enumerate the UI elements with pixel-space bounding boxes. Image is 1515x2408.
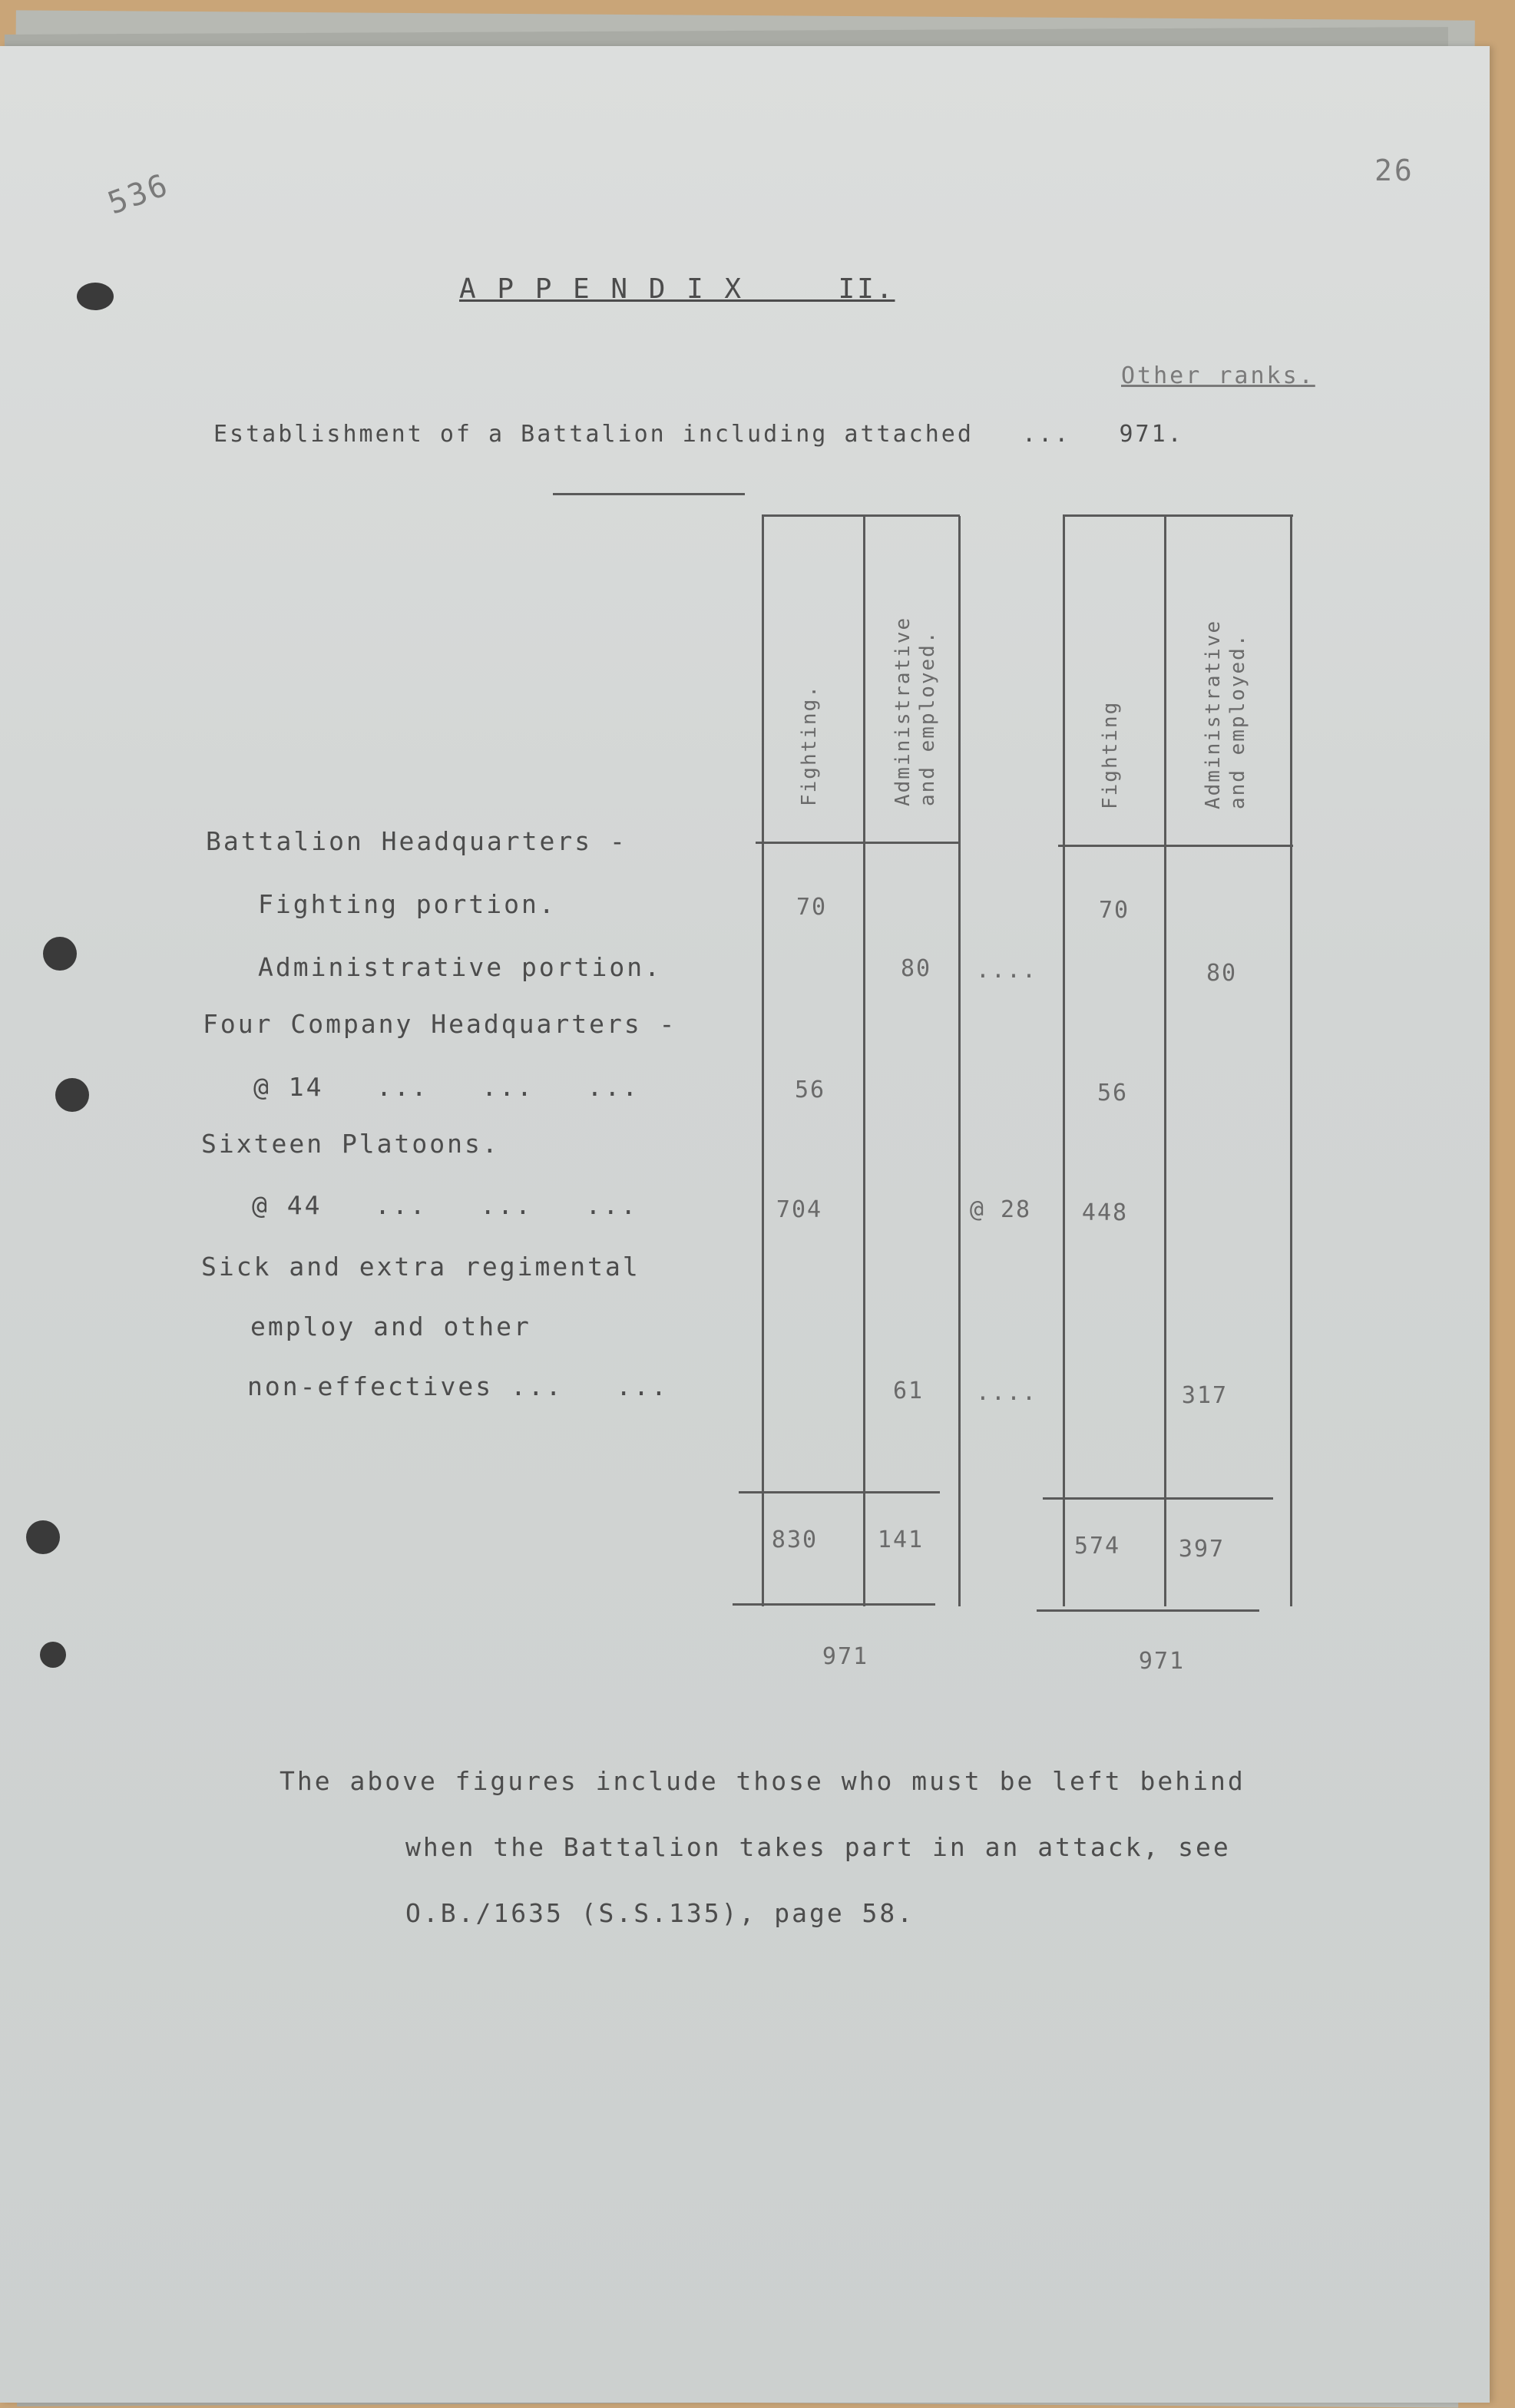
row-label: employ and other xyxy=(250,1312,531,1341)
cell-value: 56 xyxy=(794,1077,826,1103)
row-label: @ 44 ... ... ... xyxy=(252,1190,639,1220)
cell-value: 448 xyxy=(1081,1199,1129,1226)
grand-total: 971 xyxy=(1138,1648,1186,1675)
row-label: Four Company Headquarters - xyxy=(203,1009,677,1039)
footnote-line: O.B./1635 (S.S.135), page 58. xyxy=(405,1898,915,1928)
underline xyxy=(553,493,745,495)
total-value: 397 xyxy=(1178,1536,1226,1563)
cell-value: 56 xyxy=(1097,1080,1129,1106)
cell-value: 317 xyxy=(1181,1382,1229,1409)
column-header-fighting: Fighting xyxy=(1099,700,1122,809)
table-total-rule xyxy=(739,1491,940,1493)
cell-value: 80 xyxy=(1206,960,1238,987)
row-label: non-effectives ... ... xyxy=(247,1371,669,1401)
total-value: 574 xyxy=(1073,1533,1121,1560)
footnote-line: The above figures include those who must be left behind xyxy=(280,1766,1245,1796)
cell-value: .... xyxy=(975,1379,1038,1406)
cell-value: 70 xyxy=(796,894,828,921)
cell-value: 80 xyxy=(900,955,932,982)
punch-hole xyxy=(77,283,114,310)
punch-hole xyxy=(26,1520,60,1554)
punch-hole xyxy=(40,1642,66,1668)
row-label: @ 14 ... ... ... xyxy=(253,1072,640,1102)
table-right-border xyxy=(1290,516,1292,1606)
table-top-border xyxy=(762,514,960,517)
establishment-line: Establishment of a Battalion including attached ... 971. xyxy=(213,421,1184,448)
column-header-other-ranks: Other ranks. xyxy=(1121,362,1315,389)
total-value: 830 xyxy=(771,1526,819,1553)
row-label: Administrative portion. xyxy=(258,952,662,982)
document-page xyxy=(0,46,1490,2403)
punch-hole xyxy=(55,1078,89,1112)
column-header-administrative-2: and employed. xyxy=(916,630,939,806)
table-total-rule xyxy=(1043,1497,1273,1500)
row-label: Fighting portion. xyxy=(258,889,557,919)
row-label: Sixteen Platoons. xyxy=(201,1129,500,1159)
table-header-rule xyxy=(1058,845,1293,847)
table-right-border xyxy=(958,516,961,1606)
table-top-border xyxy=(1063,514,1293,517)
table-bottom-border xyxy=(733,1603,935,1606)
total-value: 141 xyxy=(877,1526,925,1553)
table-left-border xyxy=(1063,516,1065,1606)
table-left-border xyxy=(762,516,764,1606)
table-divider xyxy=(863,516,865,1606)
cell-value: 704 xyxy=(776,1196,823,1223)
cell-value: @ 28 xyxy=(969,1196,1032,1223)
column-header-administrative: Administrative xyxy=(1202,619,1225,809)
table-header-rule xyxy=(756,842,960,844)
column-header-administrative: Administrative xyxy=(891,616,915,806)
page-number: 26 xyxy=(1374,154,1414,187)
grand-total: 971 xyxy=(822,1643,869,1670)
row-label: Battalion Headquarters - xyxy=(206,826,627,856)
table-divider xyxy=(1164,516,1166,1606)
punch-hole xyxy=(43,937,77,971)
column-header-administrative-2: and employed. xyxy=(1226,633,1249,809)
table-bottom-border xyxy=(1037,1609,1259,1612)
cell-value: 70 xyxy=(1098,897,1130,924)
footnote-line: when the Battalion takes part in an attack, see xyxy=(405,1832,1231,1862)
folio-mark: 536 xyxy=(103,167,174,222)
page-title: A P P E N D I X II. xyxy=(459,273,895,305)
cell-value: 61 xyxy=(892,1378,925,1404)
column-header-fighting: Fighting. xyxy=(798,684,821,806)
cell-value: .... xyxy=(975,957,1038,984)
row-label: Sick and extra regimental xyxy=(201,1252,640,1282)
